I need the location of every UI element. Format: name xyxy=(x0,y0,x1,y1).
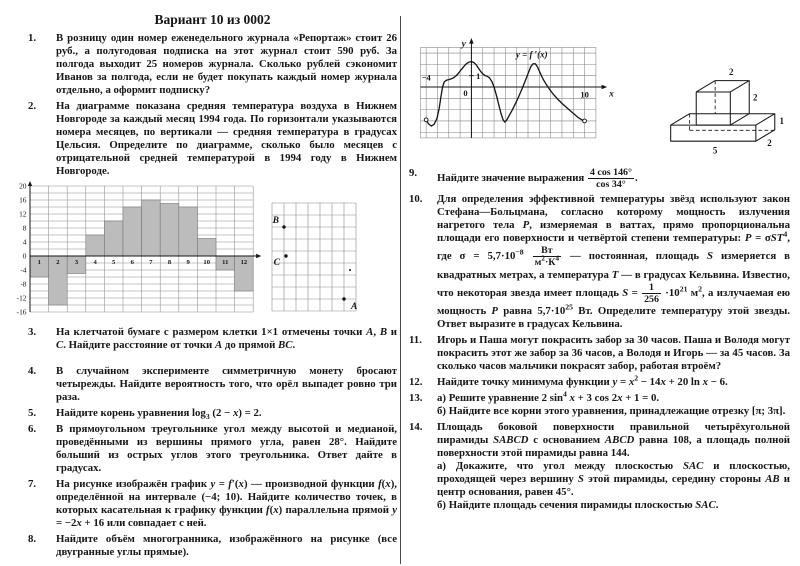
problem-number: 4. xyxy=(28,365,37,377)
problem-3 xyxy=(28,326,397,352)
problem-number: 10. xyxy=(409,193,423,206)
problem-number: 1. xyxy=(28,32,37,44)
temperature-bar-chart xyxy=(4,181,262,321)
dim-top-label: 2 xyxy=(729,66,734,77)
problem-13 xyxy=(409,389,790,418)
problem-text: В розницу один номер еженедельного журнала «Репортаж» стоит 26 руб., а полугодовая подписка на этот журнал стоит 590 руб. За полгода выходит 25 номеров журнала. Сколько рублей сэкономит Иванов за полгода, если не будет покупать каждый номер журнала отдельно, а оформит подписку? xyxy=(56,32,397,96)
svg-text:11: 11 xyxy=(222,259,229,266)
svg-text:12: 12 xyxy=(240,259,248,266)
right-figures-row xyxy=(409,4,790,162)
problem-number: 7. xyxy=(28,478,37,490)
svg-text:12: 12 xyxy=(19,209,27,219)
problem-1 xyxy=(28,32,397,97)
problem-10 xyxy=(409,193,790,331)
problem-text: В случайном эксперименте симметричную монету бросают четырежды. Найдите вероятность того, что орёл выпадет ровно три раза. xyxy=(56,365,397,403)
dim-length-label: 5 xyxy=(712,145,718,156)
problem-6 xyxy=(28,423,397,475)
svg-text:-16: -16 xyxy=(16,307,27,317)
polyhedron-figure xyxy=(647,56,789,162)
svg-text:1: 1 xyxy=(476,70,481,81)
topbox-top-face xyxy=(696,81,749,92)
problem-number: 11. xyxy=(409,333,422,346)
problem-number: 14. xyxy=(409,420,423,433)
svg-text:B: B xyxy=(272,216,279,226)
svg-text:10: 10 xyxy=(580,89,589,100)
problem-text: Площадь боковой поверхности правильной четырёхугольной пирамиды SABCD с основанием ABCD равна 108, а площадь полной поверхности этой пирамиды равна 144. а) Докажите, что угол между плоскостью SAC и плоскостью, проходящей через вершину S этой пирамиды, середину стороны AB и центр основания, равен 45°. б) Найдите площадь сечения пирамиды плоскостью SAC. xyxy=(437,420,791,511)
svg-text:-12: -12 xyxy=(16,293,27,303)
problem-text: Игорь и Паша могут покрасить забор за 30 часов. Паша и Володя могут покрасить этот же забор за 36 часов, а Володя и Игорь — за 45 часов. За сколько часов мальчики покрасят забор, работая втроём? xyxy=(437,333,790,372)
svg-text:-4: -4 xyxy=(20,265,27,275)
svg-text:-8: -8 xyxy=(20,279,27,289)
problem-number: 5. xyxy=(28,407,37,419)
base-top-edges xyxy=(671,114,775,125)
problem-number: 9. xyxy=(409,167,418,179)
svg-text:4: 4 xyxy=(22,237,27,247)
problem-number: 8. xyxy=(28,533,37,545)
problem-text: Найдите объём многогранника, изображённого на рисунке (все двугранные углы прямые). xyxy=(56,533,397,558)
svg-text:9: 9 xyxy=(186,259,190,266)
dim-side-label: 2 xyxy=(753,92,758,103)
dim-height-label: 1 xyxy=(779,116,785,127)
problem-8 xyxy=(28,533,397,559)
problem-12 xyxy=(409,373,790,389)
svg-text:7: 7 xyxy=(149,259,153,266)
topbox-front-face xyxy=(696,92,730,125)
problem-9 xyxy=(409,167,790,190)
derivative-graph xyxy=(409,4,647,153)
svg-text:10: 10 xyxy=(203,259,210,266)
svg-text:1: 1 xyxy=(37,259,41,266)
problem-text: В прямоугольном треугольнике угол между высотой и медианой, проведёнными из вершины прямого угла, равен 28°. Найдите больший из острых углов этого треугольника. Ответ дайте в градусах. xyxy=(56,423,397,474)
problem-number: 12. xyxy=(409,375,423,388)
svg-text:8: 8 xyxy=(167,259,172,266)
problem-text: На диаграмме показана средняя температура воздуха в Нижнем Новгороде за каждый месяц 1994 года. По горизонтали указываются номера месяцев, по вертикали — средняя температура в градусах Цельсия. Определите по диаграмме, сколько было месяцев с отрицательной средней температурой в 1994 году в Нижнем Новгороде. xyxy=(56,100,397,177)
problem-7 xyxy=(28,478,397,530)
svg-text:3: 3 xyxy=(74,259,79,266)
problem-number: 6. xyxy=(28,423,37,435)
base-front-face xyxy=(671,125,756,141)
svg-text:A: A xyxy=(351,302,358,312)
left-figures-row xyxy=(4,181,397,321)
problem-text: Для определения эффективной температуры звёзд используют закон Стефана—Больцмана, согласно которому мощность излучения нагретого тела P, измеряемая в ваттах, прямо пропорциональна площади его поверхности и четвёртой степени температуры: P = σST$^4$, где $\sigma = 5,7\cdot 10^{-8}$ $\frac{Вт}{м^2\cdot К^4}$ — постоянная, площадь S измеряется в квадратных метрах, а температура T — в градусах Кельвина. Известно, что некоторая звезда имеет площадь S = $\frac{1}{256}$ $\cdot 10^{21}$ $м^2$, а излучаемая ею мощность P равна $5,7\cdot 10^{25}$ Вт. Определите температуру этой звезды. Ответ выразите в градусах Кельвина. xyxy=(437,193,790,330)
problem-text: Найдите значение выражения $\frac{4 \cos 146^\circ}{\cos 34^\circ}$ . xyxy=(437,167,638,191)
column-divider xyxy=(400,16,401,564)
problem-11 xyxy=(409,334,790,373)
svg-text:C: C xyxy=(273,258,280,268)
right-column xyxy=(409,2,790,515)
svg-text:6: 6 xyxy=(130,259,134,266)
svg-text:0: 0 xyxy=(463,87,468,98)
problem-text: а) Решите уравнение 2 $\sin^4 x + 3$ cos 2x + 1 = 0. б) Найдите все корни этого уравнения, принадлежащие отрезку [π; 3π]. xyxy=(437,389,786,417)
grid-points-figure xyxy=(271,202,363,316)
problem-text: На рисунке изображён график y = f′(x) — производной функции f(x), определённой на интервале (−4; 10). Найдите количество точек, в которых касательная к графику функции f(x) параллельна прямой y = −2x + 16 или совпадает с ней. xyxy=(56,478,397,529)
svg-text:8: 8 xyxy=(22,223,27,233)
svg-text:y = f ′(x): y = f ′(x) xyxy=(515,49,548,60)
problem-14 xyxy=(409,421,790,512)
left-column xyxy=(16,12,397,562)
svg-text:−4: −4 xyxy=(421,72,431,83)
base-right-face xyxy=(756,114,775,141)
problem-5 xyxy=(28,407,397,420)
problem-text: Найдите точку минимума функции $y = x^2 - 14x + 20$ ln x − 6. xyxy=(437,373,728,388)
problem-text: На клетчатой бумаге с размером клетки 1×1 отмечены точки A, B и C. Найдите расстояние от точки A до прямой BC. xyxy=(56,326,397,351)
problem-text: Найдите корень уравнения $\log_3 (2 - x) = 2$. xyxy=(56,407,262,422)
svg-text:4: 4 xyxy=(93,259,97,266)
svg-text:y: y xyxy=(461,39,466,50)
svg-text:5: 5 xyxy=(112,259,116,266)
problem-2 xyxy=(28,100,397,178)
problem-4 xyxy=(28,365,397,404)
problem-number: 2. xyxy=(28,100,37,112)
page-title: Вариант 10 из 0002 xyxy=(154,12,271,27)
svg-text:0: 0 xyxy=(22,251,27,261)
topbox-right-face xyxy=(730,81,749,125)
svg-text:20: 20 xyxy=(19,181,27,191)
svg-text:16: 16 xyxy=(19,195,27,205)
problem-number: 13. xyxy=(409,391,423,404)
svg-text:2: 2 xyxy=(56,259,60,266)
svg-text:x: x xyxy=(609,89,614,100)
dim-depth-label: 2 xyxy=(767,137,772,148)
problem-number: 3. xyxy=(28,326,37,338)
